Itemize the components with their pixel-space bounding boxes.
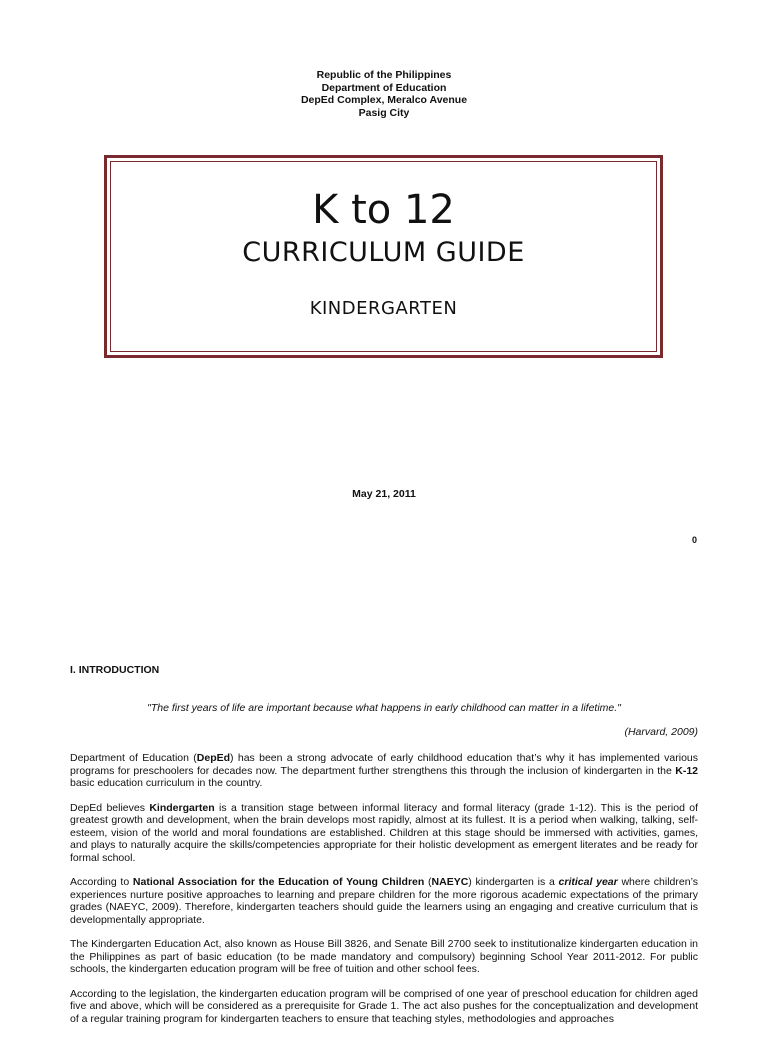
p3-text-g: where children’s experiences nurture positive approaches to learning and prepare children for the more rigorous academic expectations of the primary grades (NAEYC, 2009). Therefore, kindergarten teachers should guide the learners using an engaging and creative curriculum that is developmentally appropriate.	[70, 876, 698, 926]
p3-text-a: According to	[70, 876, 133, 888]
header-line-department: Department of Education	[321, 81, 447, 94]
p1-text-e: basic education curriculum in the country.	[70, 777, 263, 789]
header-line-city: Pasig City	[358, 106, 410, 119]
p1-text-c: ) has been a strong advocate of early childhood education that’s why it has implemented various programs for preschoolers for decades now. The department further strengthens this through the inclusion of kindergarten in the	[70, 752, 698, 777]
page-number: 0	[692, 535, 698, 545]
p1-text-a: Department of Education (	[70, 752, 197, 764]
p3-naeyc-full: National Association for the Education of Young Children	[132, 876, 425, 888]
title-grade-level: KINDERGARTEN	[309, 298, 458, 319]
p3-text-c: (	[424, 876, 432, 888]
title-subtitle: CURRICULUM GUIDE	[242, 237, 525, 268]
header-line-republic: Republic of the Philippines	[316, 69, 452, 81]
p3-critical-year: critical year	[558, 876, 618, 888]
p2-text-a: DepEd believes	[70, 801, 150, 814]
p1-k12: K-12	[675, 764, 698, 777]
title-box-inner	[110, 161, 657, 352]
p1-deped: DepEd	[196, 752, 231, 764]
paragraph-4: The Kindergarten Education Act, also known as House Bill 3826, and Senate Bill 2700 seek to institutionalize kindergarten education in the Philippines as part of basic education (to be made mandatory and compulsory) beginning School Year 2011-2012. For public schools, the kindergarten education program will be free of tuition and other school fees.	[70, 938, 698, 975]
p2-text-c: is a transition stage between informal literacy and formal literacy (grade 1-12). This is the period of greatest growth and development, when the brain develops most rapidly, almost at its fullest. It is a period when walking, talking, self-esteem, vision of the world and moral foundations are established. Children at this stage should be immersed with activities, games, and plays to naturally acquire the skills/competencies appropriate for their holistic development as emergent literates and be ready for formal school.	[70, 801, 699, 864]
paragraph-1	[70, 752, 698, 790]
intro-quote: "The first years of life are important because what happens in early childhood can matter in a lifetime."	[147, 702, 621, 714]
paragraph-2	[70, 802, 698, 865]
body-text	[70, 752, 698, 1037]
quote-source: (Harvard, 2009)	[624, 726, 698, 738]
document-header	[0, 69, 768, 119]
title-main: K to 12	[312, 187, 455, 233]
p3-naeyc: NAEYC	[431, 876, 469, 888]
p3-text-e: ) kindergarten is a	[468, 876, 559, 888]
document-date: May 21, 2011	[352, 488, 416, 500]
paragraph-3	[70, 876, 698, 926]
paragraph-5: According to the legislation, the kindergarten education program will be comprised of one year of preschool education for children aged five and above, which will be considered as a prerequisite for Grade 1. The act also pushes for the conceptualization and development of a regular training program for kindergarten teachers to ensure that teaching styles, methodologies and approaches	[70, 987, 698, 1025]
title-box	[104, 155, 663, 358]
section-heading: I. INTRODUCTION	[70, 664, 160, 676]
header-line-address: DepEd Complex, Meralco Avenue	[300, 94, 468, 106]
p2-kindergarten: Kindergarten	[149, 801, 215, 814]
